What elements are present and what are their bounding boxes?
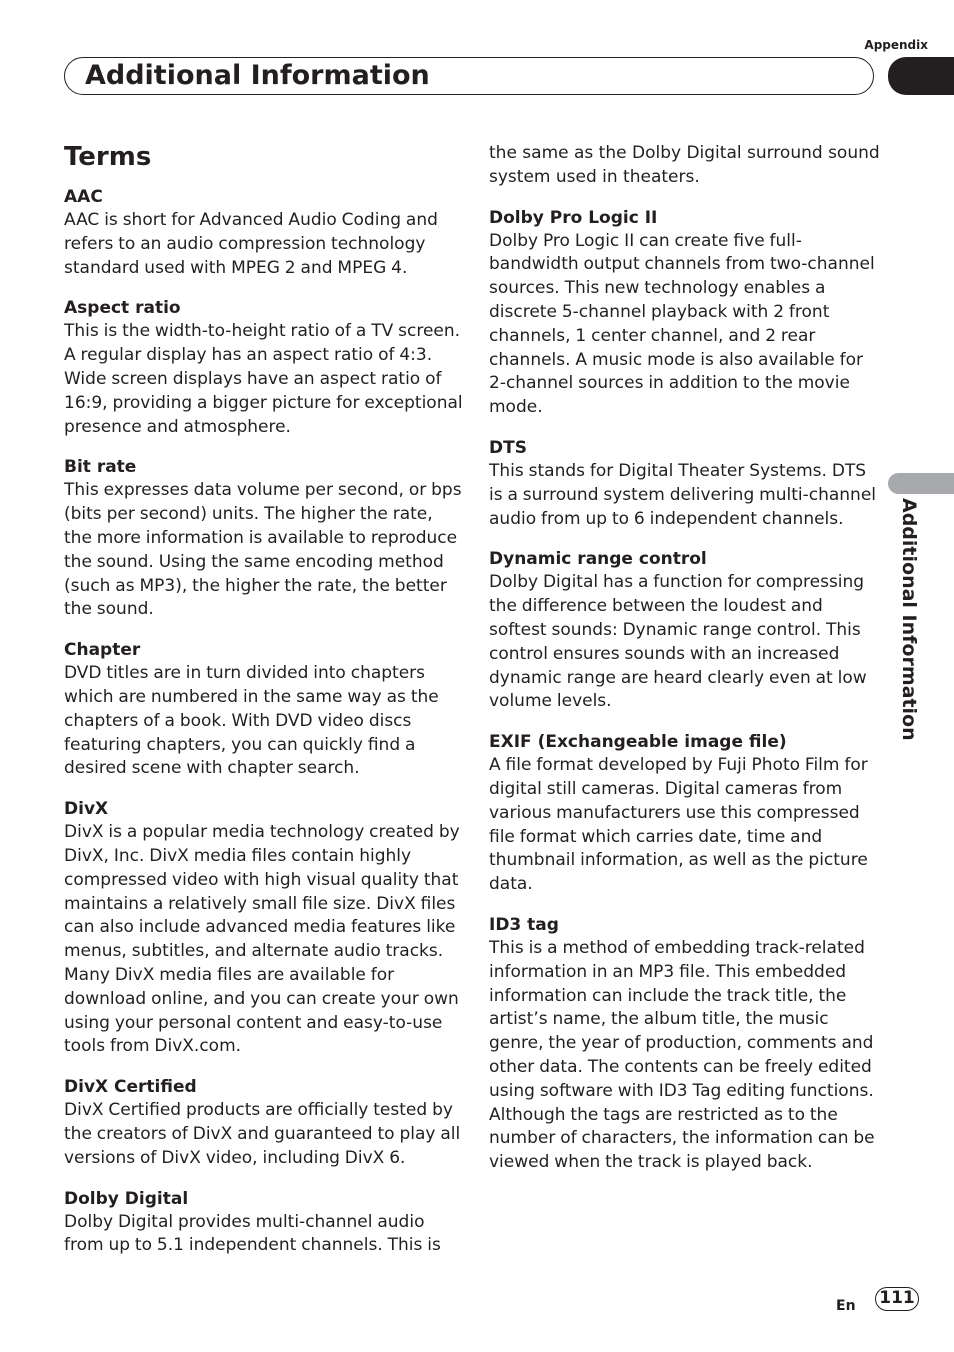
page-number: 111 bbox=[875, 1287, 919, 1311]
term-name: Chapter bbox=[64, 640, 141, 661]
term-name: Dynamic range control bbox=[489, 549, 707, 570]
term-entry bbox=[64, 455, 464, 622]
term-definition: This is the width-to-height ratio of a TV screen. A regular display has an aspect ratio of 4:3. Wide screen displays have an aspect ratio of 16:9, providing a bigger picture for exceptional presence and atmosphere. bbox=[64, 321, 463, 437]
term-entry bbox=[64, 185, 464, 280]
side-tab-marker bbox=[888, 473, 954, 494]
term-name: Bit rate bbox=[64, 457, 137, 478]
header-title: Additional Information bbox=[85, 60, 430, 91]
term-definition: Dolby Digital has a function for compressing the difference between the loudest and softest sounds: Dynamic range control. This control ensures sounds with an increased dynamic range are heard clearly even at low volume levels. bbox=[489, 572, 867, 712]
section-header bbox=[64, 57, 874, 95]
term-definition: Dolby Digital provides multi-channel audio from up to 5.1 independent channels. This is bbox=[64, 1211, 441, 1256]
term-name: Dolby Pro Logic II bbox=[489, 207, 658, 228]
appendix-label: Appendix bbox=[864, 38, 928, 52]
term-continuation: the same as the Dolby Digital surround sound system used in theaters. bbox=[489, 143, 880, 187]
term-name: DTS bbox=[489, 437, 527, 458]
term-entry bbox=[489, 730, 884, 897]
term-entry bbox=[489, 436, 884, 531]
term-name: DivX bbox=[64, 799, 109, 820]
term-definition: DVD titles are in turn divided into chapters which are numbered in the same way as the chapters of a book. With DVD video discs featuring chapters, you can quickly find a desired scene with chapter search. bbox=[64, 663, 439, 779]
term-definition: DivX is a popular media technology created by DivX, Inc. DivX media files contain highly compressed video with high visual quality that maintains a relatively small file size. DivX files can also include advanced media features like menus, subtitles, and alternate audio tracks. Many DivX media files are available for download online, and you can create your own using your personal content and easy-to-use tools from DivX.com. bbox=[64, 822, 460, 1057]
term-entry bbox=[64, 797, 464, 1059]
term-definition: This expresses data volume per second, or bps (bits per second) units. The higher the rate, the more information is available to reproduce the sound. Using the same encoding method (such as MP3), the higher the rate, the better the sound. bbox=[64, 480, 462, 620]
term-entry bbox=[489, 913, 884, 1175]
section-tab-marker bbox=[888, 57, 954, 95]
term-definition: This stands for Digital Theater Systems. DTS is a surround system delivering multi-channel audio from up to 6 independent channels. bbox=[489, 460, 876, 529]
language-label: En bbox=[836, 1298, 856, 1314]
term-name: AAC bbox=[64, 187, 103, 207]
term-entry bbox=[489, 206, 884, 420]
term-entry bbox=[64, 296, 464, 439]
term-name: ID3 tag bbox=[489, 914, 559, 935]
right-column bbox=[489, 142, 884, 1191]
term-name: Aspect ratio bbox=[64, 298, 181, 319]
term-definition: This is a method of embedding track-related information in an MP3 file. This embedded information can include the track title, the artist’s name, the album title, the music genre, the year of production, comments and other data. The contents can be freely edited using software with ID3 Tag editing functions. Although the tags are restricted as to the number of characters, the information can be viewed when the track is played back. bbox=[489, 937, 875, 1173]
term-definition: A file format developed by Fuji Photo Film for digital still cameras. Digital cameras from various manufacturers use this compressed file format which carries date, time and thumbnail information, as well as the picture data. bbox=[489, 755, 868, 895]
term-name: DivX Certified bbox=[64, 1077, 197, 1098]
term-name: Dolby Digital bbox=[64, 1188, 189, 1209]
term-entry bbox=[64, 638, 464, 781]
term-entry bbox=[489, 547, 884, 714]
term-definition: DivX Certified products are officially tested by the creators of DivX and guaranteed to play all versions of DivX video, including DivX 6. bbox=[64, 1100, 461, 1168]
term-name: EXIF (Exchangeable image file) bbox=[489, 732, 787, 753]
left-column bbox=[64, 140, 464, 1274]
term-definition: Dolby Pro Logic II can create five full-bandwidth output channels from two-channel sources. This new technology enables a discrete 5-channel playback with 2 front channels, 1 center channel, and 2 rear channels. A music mode is also available for 2-channel sources in addition to the movie mode. bbox=[489, 230, 875, 418]
term-entry bbox=[64, 1187, 464, 1259]
page-title: Terms bbox=[64, 142, 152, 172]
term-entry bbox=[64, 1075, 464, 1170]
side-label: Additional Information bbox=[898, 498, 920, 741]
term-definition: AAC is short for Advanced Audio Coding and refers to an audio compression technology standard used with MPEG 2 and MPEG 4. bbox=[64, 210, 438, 278]
